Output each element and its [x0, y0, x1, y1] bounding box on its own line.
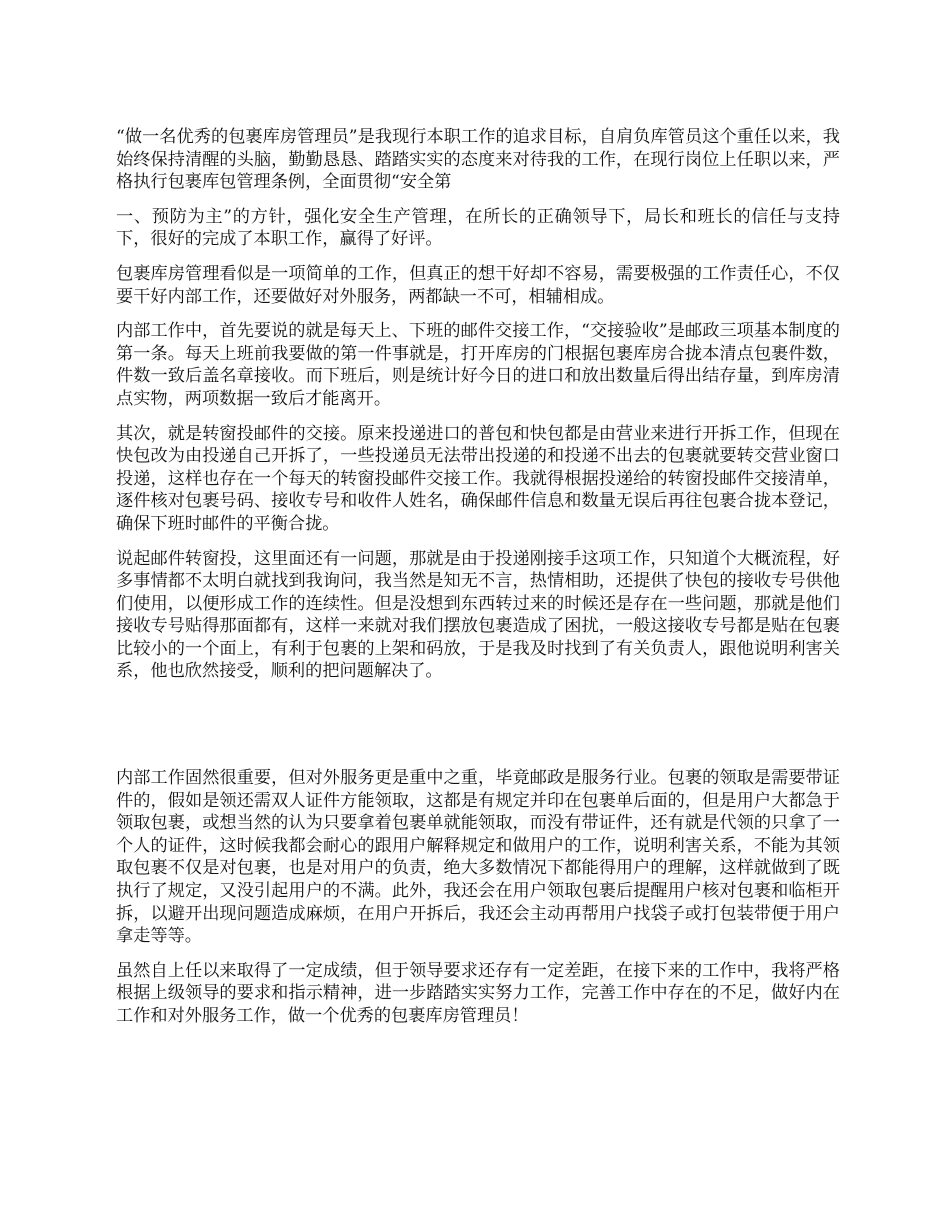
paragraph-responsibility: 包裹库房管理看似是一项简单的工作，但真正的想干好却不容易，需要极强的工作责任心，不仅要干好内部工作，还要做好对外服务，两都缺一不可，相辅相成。 — [116, 263, 840, 307]
section-spacer — [116, 695, 840, 767]
document-body — [116, 126, 840, 1040]
paragraph-problem-solving: 说起邮件转窗投，这里面还有一问题，那就是由于投递刚接手这项工作，只知道个大概流程，好多事情都不太明白就找到我询问，我当然是知无不言，热情相助，还提供了快包的接收专号供他们使用，以便形成工作的连续性。但是没想到东西转过来的时候还是存在一些问题，那就是他们接收专号贴得那面都有，这样一来就对我们摆放包裹造成了困扰，一般这接收专号都是贴在包裹比较小的一个面上，有利于包裹的上架和码放，于是我及时找到了有关负责人，跟他说明利害关系，他也欣然接受，顺利的把问题解决了。 — [116, 548, 840, 682]
paragraph-external-service: 内部工作固然很重要，但对外服务更是重中之重，毕竟邮政是服务行业。包裹的领取是需要带证件的，假如是领还需双人证件方能领取，这都是有规定并印在包裹单后面的，但是用户大都急于领取包裹，或想当然的认为只要拿着包裹单就能领取，而没有带证件，还有就是代领的只拿了一个人的证件，这时候我都会耐心的跟用户解释规定和做用户的工作，说明利害关系，不能为其领取包裹不仅是对包裹，也是对用户的负责，绝大多数情况下都能得用户的理解，这样就做到了既执行了规定，又没引起用户的不满。此外，我还会在用户领取包裹后提醒用户核对包裹和临柜开拆，以避开出现问题造成麻烦，在用户开拆后，我还会主动再帮用户找袋子或打包装带便于用户拿走等等。 — [116, 768, 840, 947]
paragraph-window-delivery: 其次，就是转窗投邮件的交接。原来投递进口的普包和快包都是由营业来进行开拆工作，但现在快包改为由投递自己开拆了，一些投递员无法带出投递的和投递不出去的包裹就要转交营业窗口投递，这样也存在一个每天的转窗投邮件交接工作。我就得根据投递给的转窗投邮件交接清单，逐件核对包裹号码、接收专号和收件人姓名，确保邮件信息和数量无误后再往包裹合拢本登记，确保下班时邮件的平衡合拢。 — [116, 423, 840, 534]
paragraph-handover: 内部工作中，首先要说的就是每天上、下班的邮件交接工作，“交接验收”是邮政三项基本制度的第一条。每天上班前我要做的第一件事就是，打开库房的门根据包裹库房合拢本清点包裹件数，件数一致后盖名章接收。而下班后，则是统计好今日的进口和放出数量后得出结存量，到库房清点实物，两项数据一致后才能离开。 — [116, 321, 840, 409]
paragraph-conclusion: 虽然自上任以来取得了一定成绩，但于领导要求还存有一定差距，在接下来的工作中，我将严格根据上级领导的要求和指示精神，进一步踏踏实实努力工作，完善工作中存在的不足，做好内在工作和对外服务工作，做一个优秀的包裹库房管理员！ — [116, 960, 840, 1026]
paragraph-intro: “做一名优秀的包裹库房管理员”是我现行本职工作的追求目标，自肩负库管员这个重任以来，我始终保持清醒的头脑，勤勤恳恳、踏踏实实的态度来对待我的工作，在现行岗位上任职以来，严格执行包裹库包管理条例，全面贯彻“安全第 — [116, 127, 840, 193]
paragraph-principle: 一、预防为主”的方针，强化安全生产管理，在所长的正确领导下，局长和班长的信任与支持下，很好的完成了本职工作，赢得了好评。 — [116, 206, 840, 250]
